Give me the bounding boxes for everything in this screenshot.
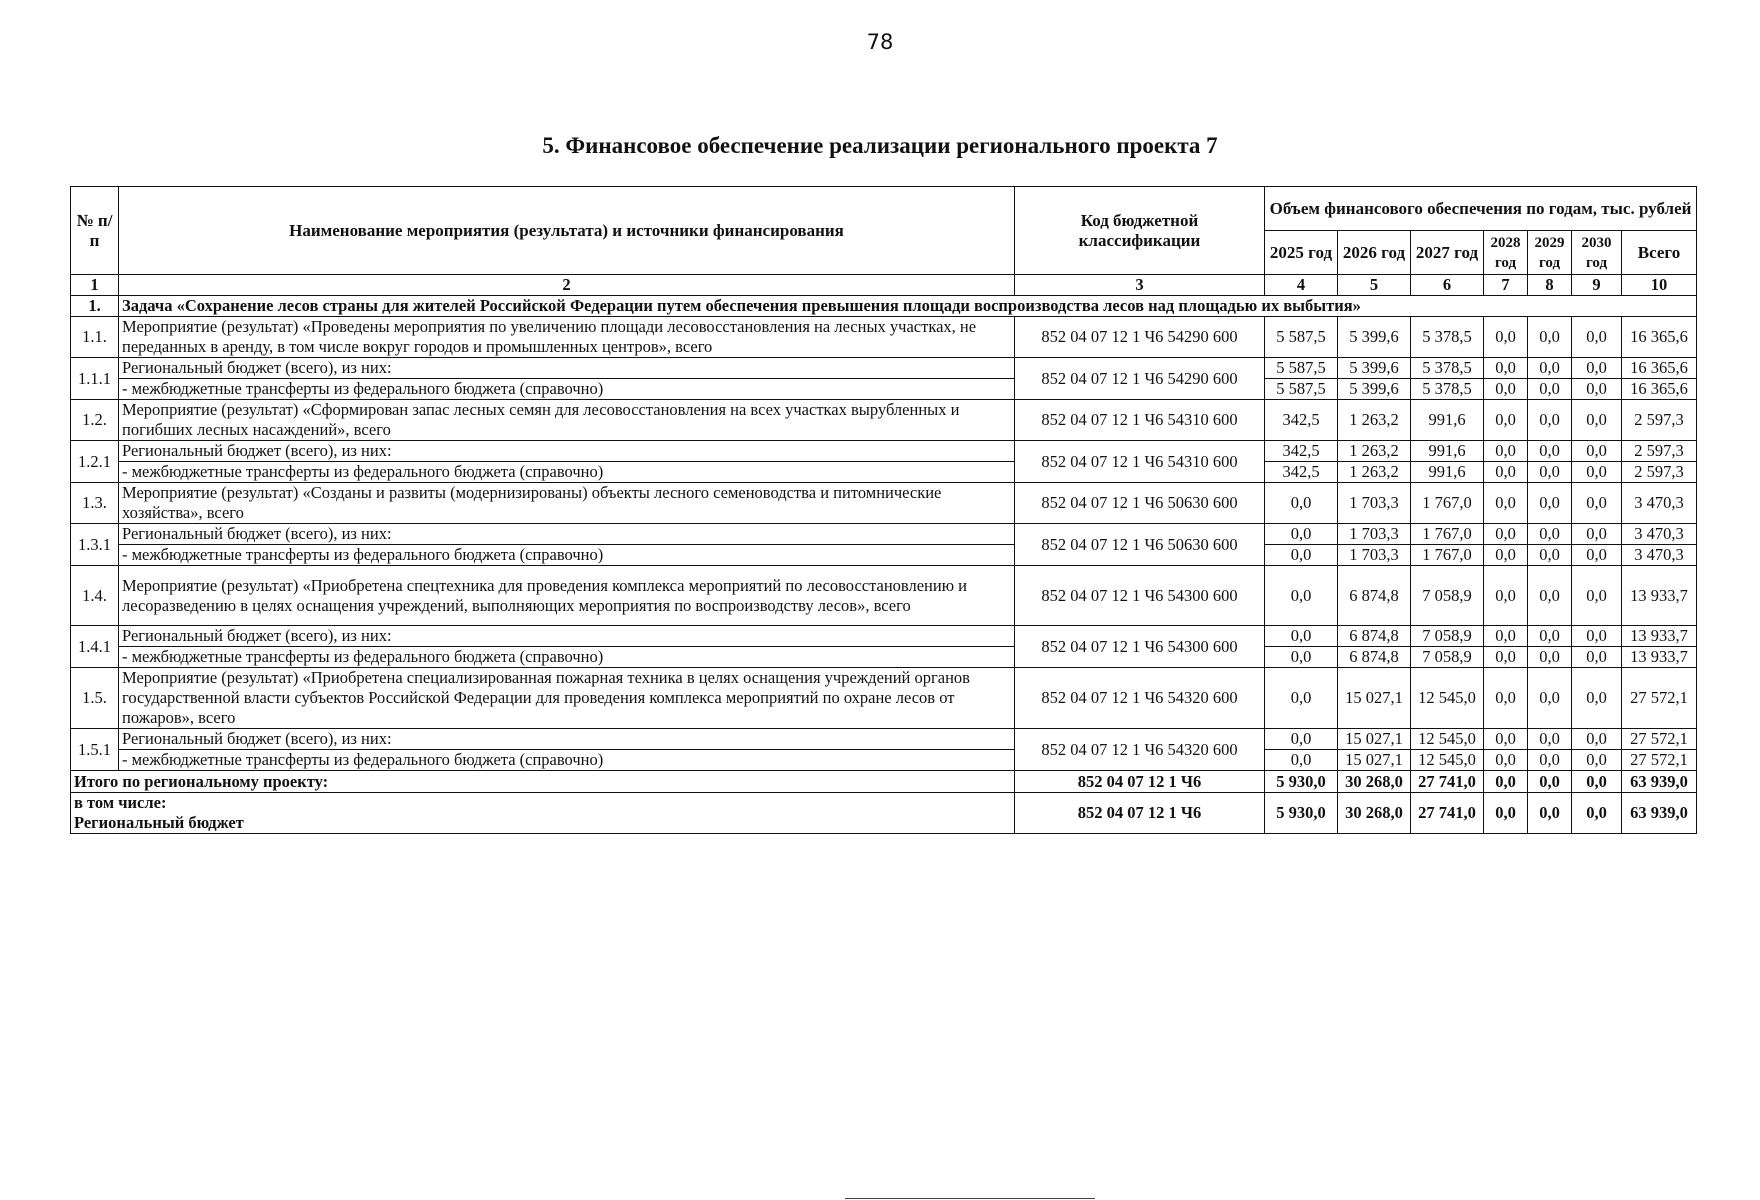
year-value: 0,0 xyxy=(1572,358,1622,379)
budget-code: 852 04 07 12 1 Ч6 54310 600 xyxy=(1015,400,1265,441)
total-year-value: 0,0 xyxy=(1572,771,1622,793)
source-name: Региональный бюджет (всего), из них: xyxy=(119,441,1015,462)
year-value: 0,0 xyxy=(1572,441,1622,462)
year-value: 5 378,5 xyxy=(1411,358,1484,379)
activity-name: Мероприятие (результат) «Проведены мероприятия по увеличению площади лесовосстановления на лесных участках, не переданных в аренду, в том числе вокруг городов и промышленных центров», всего xyxy=(119,317,1015,358)
source-name: Региональный бюджет (всего), из них: xyxy=(119,358,1015,379)
transfer-row xyxy=(71,462,1697,483)
year-value: 0,0 xyxy=(1528,626,1572,647)
year-value: 0,0 xyxy=(1528,441,1572,462)
column-number: 5 xyxy=(1338,275,1411,296)
year-value: 1 263,2 xyxy=(1338,400,1411,441)
column-number: 6 xyxy=(1411,275,1484,296)
activity-row xyxy=(71,400,1697,441)
year-value: 1 263,2 xyxy=(1338,441,1411,462)
year-value: 0,0 xyxy=(1484,400,1528,441)
year-value: 15 027,1 xyxy=(1338,668,1411,729)
year-value: 1 263,2 xyxy=(1338,462,1411,483)
budget-code: 852 04 07 12 1 Ч6 54290 600 xyxy=(1015,317,1265,358)
year-value: 991,6 xyxy=(1411,462,1484,483)
year-value: 0,0 xyxy=(1572,379,1622,400)
transfer-row xyxy=(71,545,1697,566)
year-value: 6 874,8 xyxy=(1338,566,1411,626)
total-year-value: 0,0 xyxy=(1528,771,1572,793)
year-value: 0,0 xyxy=(1484,441,1528,462)
column-number: 7 xyxy=(1484,275,1528,296)
activity-name: Мероприятие (результат) «Приобретена специализированная пожарная техника в целях оснащения учреждений органов государственной власти субъектов Российской Федерации для проведения комплекса мероприятий по охране лесов от пожаров», всего xyxy=(119,668,1015,729)
activity-row xyxy=(71,483,1697,524)
incl-code: 852 04 07 12 1 Ч6 xyxy=(1015,793,1265,834)
total-value: 2 597,3 xyxy=(1622,462,1697,483)
header-volume: Объем финансового обеспечения по годам, тыс. рублей xyxy=(1265,187,1697,231)
task-row xyxy=(71,296,1697,317)
year-value: 0,0 xyxy=(1528,750,1572,771)
total-value: 13 933,7 xyxy=(1622,647,1697,668)
year-value: 0,0 xyxy=(1572,668,1622,729)
task-number: 1. xyxy=(71,296,119,317)
year-value: 0,0 xyxy=(1484,379,1528,400)
year-value: 5 399,6 xyxy=(1338,317,1411,358)
year-value: 0,0 xyxy=(1265,750,1338,771)
year-value: 342,5 xyxy=(1265,441,1338,462)
year-value: 0,0 xyxy=(1528,524,1572,545)
year-value: 0,0 xyxy=(1528,462,1572,483)
total-value: 13 933,7 xyxy=(1622,626,1697,647)
source-name: Региональный бюджет (всего), из них: xyxy=(119,626,1015,647)
year-value: 0,0 xyxy=(1572,626,1622,647)
budget-row xyxy=(71,626,1697,647)
total-year-value: 5 930,0 xyxy=(1265,771,1338,793)
year-value: 0,0 xyxy=(1572,483,1622,524)
financing-table xyxy=(70,186,1697,834)
total-value: 16 365,6 xyxy=(1622,358,1697,379)
total-value: 27 572,1 xyxy=(1622,729,1697,750)
year-value: 0,0 xyxy=(1528,647,1572,668)
row-number: 1.1. xyxy=(71,317,119,358)
activity-name: Мероприятие (результат) «Сформирован запас лесных семян для лесовосстановления на всех участках вырубленных и погибших лесных насаждений», всего xyxy=(119,400,1015,441)
total-year-value: 27 741,0 xyxy=(1411,771,1484,793)
header-year: 2029 год xyxy=(1528,231,1572,275)
year-value: 0,0 xyxy=(1572,317,1622,358)
total-value: 27 572,1 xyxy=(1622,750,1697,771)
budget-row xyxy=(71,729,1697,750)
activity-name: Мероприятие (результат) «Созданы и развиты (модернизированы) объекты лесного семеноводства и питомнические хозяйства», всего xyxy=(119,483,1015,524)
year-value: 991,6 xyxy=(1411,441,1484,462)
year-value: 0,0 xyxy=(1572,524,1622,545)
header-year: 2026 год xyxy=(1338,231,1411,275)
incl-year-value: 0,0 xyxy=(1528,793,1572,834)
budget-code: 852 04 07 12 1 Ч6 54290 600 xyxy=(1015,358,1265,400)
year-value: 5 587,5 xyxy=(1265,358,1338,379)
year-value: 0,0 xyxy=(1265,626,1338,647)
year-value: 342,5 xyxy=(1265,462,1338,483)
year-value: 1 767,0 xyxy=(1411,524,1484,545)
year-value: 6 874,8 xyxy=(1338,626,1411,647)
transfer-row xyxy=(71,647,1697,668)
budget-code: 852 04 07 12 1 Ч6 50630 600 xyxy=(1015,483,1265,524)
transfer-name: - межбюджетные трансферты из федерального бюджета (справочно) xyxy=(119,545,1015,566)
task-text: Задача «Сохранение лесов страны для жителей Российской Федерации путем обеспечения превышения площади воспроизводства лесов над площадью их выбытия» xyxy=(119,296,1697,317)
year-value: 1 703,3 xyxy=(1338,545,1411,566)
column-number: 1 xyxy=(71,275,119,296)
budget-code: 852 04 07 12 1 Ч6 54320 600 xyxy=(1015,668,1265,729)
column-number: 4 xyxy=(1265,275,1338,296)
incl-year-value: 0,0 xyxy=(1572,793,1622,834)
year-value: 0,0 xyxy=(1484,545,1528,566)
year-value: 0,0 xyxy=(1265,729,1338,750)
year-value: 0,0 xyxy=(1265,524,1338,545)
year-value: 0,0 xyxy=(1528,400,1572,441)
column-number: 8 xyxy=(1528,275,1572,296)
incl-year-value: 30 268,0 xyxy=(1338,793,1411,834)
row-number: 1.2.1 xyxy=(71,441,119,483)
budget-code: 852 04 07 12 1 Ч6 50630 600 xyxy=(1015,524,1265,566)
source-name: Региональный бюджет (всего), из них: xyxy=(119,524,1015,545)
year-value: 0,0 xyxy=(1484,358,1528,379)
year-value: 0,0 xyxy=(1484,750,1528,771)
year-value: 1 703,3 xyxy=(1338,524,1411,545)
column-number: 10 xyxy=(1622,275,1697,296)
header-code: Код бюджетной классификации xyxy=(1015,187,1265,275)
activity-row xyxy=(71,668,1697,729)
activity-name: Мероприятие (результат) «Приобретена спецтехника для проведения комплекса мероприятий по лесовосстановлению и лесоразведению в целях оснащения учреждений, выполняющих мероприятия по воспроизводству лесов», всего xyxy=(119,566,1015,626)
incl-label-line2: Региональный бюджет xyxy=(74,813,244,832)
total-row xyxy=(71,771,1697,793)
transfer-name: - межбюджетные трансферты из федерального бюджета (справочно) xyxy=(119,379,1015,400)
total-value: 16 365,6 xyxy=(1622,317,1697,358)
year-value: 0,0 xyxy=(1484,647,1528,668)
section-title: 5. Финансовое обеспечение реализации регионального проекта 7 xyxy=(542,133,1218,158)
incl-label xyxy=(71,793,1015,834)
row-number: 1.5. xyxy=(71,668,119,729)
year-value: 0,0 xyxy=(1528,545,1572,566)
column-number: 3 xyxy=(1015,275,1265,296)
transfer-name: - межбюджетные трансферты из федерального бюджета (справочно) xyxy=(119,647,1015,668)
year-value: 991,6 xyxy=(1411,400,1484,441)
transfer-name: - межбюджетные трансферты из федерального бюджета (справочно) xyxy=(119,750,1015,771)
budget-row xyxy=(71,441,1697,462)
row-number: 1.3. xyxy=(71,483,119,524)
year-value: 7 058,9 xyxy=(1411,647,1484,668)
year-value: 0,0 xyxy=(1572,647,1622,668)
row-number: 1.1.1 xyxy=(71,358,119,400)
year-value: 0,0 xyxy=(1572,400,1622,441)
total-value: 3 470,3 xyxy=(1622,483,1697,524)
year-value: 342,5 xyxy=(1265,400,1338,441)
year-value: 12 545,0 xyxy=(1411,750,1484,771)
row-number: 1.5.1 xyxy=(71,729,119,771)
year-value: 12 545,0 xyxy=(1411,729,1484,750)
year-value: 5 399,6 xyxy=(1338,379,1411,400)
total-label: Итого по региональному проекту: xyxy=(71,771,1015,793)
year-value: 0,0 xyxy=(1572,566,1622,626)
total-code: 852 04 07 12 1 Ч6 xyxy=(1015,771,1265,793)
year-value: 15 027,1 xyxy=(1338,750,1411,771)
year-value: 0,0 xyxy=(1484,483,1528,524)
year-value: 15 027,1 xyxy=(1338,729,1411,750)
incl-label-line1: в том числе: xyxy=(74,793,167,812)
budget-code: 852 04 07 12 1 Ч6 54300 600 xyxy=(1015,566,1265,626)
header-year: 2027 год xyxy=(1411,231,1484,275)
footer-line xyxy=(845,1198,1095,1199)
header-year: 2028 год xyxy=(1484,231,1528,275)
total-year-value: 63 939,0 xyxy=(1622,771,1697,793)
budget-code: 852 04 07 12 1 Ч6 54310 600 xyxy=(1015,441,1265,483)
transfer-name: - межбюджетные трансферты из федерального бюджета (справочно) xyxy=(119,462,1015,483)
page-number: 78 xyxy=(866,30,894,54)
year-value: 0,0 xyxy=(1484,668,1528,729)
year-value: 0,0 xyxy=(1484,626,1528,647)
total-value: 3 470,3 xyxy=(1622,524,1697,545)
year-value: 0,0 xyxy=(1572,729,1622,750)
header-total: Всего xyxy=(1622,231,1697,275)
year-value: 1 767,0 xyxy=(1411,545,1484,566)
year-value: 0,0 xyxy=(1572,545,1622,566)
source-name: Региональный бюджет (всего), из них: xyxy=(119,729,1015,750)
incl-year-value: 63 939,0 xyxy=(1622,793,1697,834)
activity-row xyxy=(71,566,1697,626)
total-value: 13 933,7 xyxy=(1622,566,1697,626)
year-value: 0,0 xyxy=(1484,462,1528,483)
incl-year-value: 5 930,0 xyxy=(1265,793,1338,834)
year-value: 0,0 xyxy=(1484,729,1528,750)
incl-year-value: 27 741,0 xyxy=(1411,793,1484,834)
header-year: 2030 год xyxy=(1572,231,1622,275)
activity-row xyxy=(71,317,1697,358)
total-value: 27 572,1 xyxy=(1622,668,1697,729)
year-value: 0,0 xyxy=(1572,750,1622,771)
total-value: 2 597,3 xyxy=(1622,441,1697,462)
budget-row xyxy=(71,358,1697,379)
year-value: 0,0 xyxy=(1265,545,1338,566)
row-number: 1.4. xyxy=(71,566,119,626)
year-value: 0,0 xyxy=(1572,462,1622,483)
row-number: 1.3.1 xyxy=(71,524,119,566)
year-value: 5 587,5 xyxy=(1265,317,1338,358)
year-value: 0,0 xyxy=(1265,566,1338,626)
year-value: 5 378,5 xyxy=(1411,317,1484,358)
year-value: 12 545,0 xyxy=(1411,668,1484,729)
year-value: 5 399,6 xyxy=(1338,358,1411,379)
column-numbers-row xyxy=(71,275,1697,296)
row-number: 1.4.1 xyxy=(71,626,119,668)
year-value: 0,0 xyxy=(1528,566,1572,626)
year-value: 0,0 xyxy=(1528,668,1572,729)
year-value: 0,0 xyxy=(1528,358,1572,379)
total-year-value: 30 268,0 xyxy=(1338,771,1411,793)
year-value: 0,0 xyxy=(1528,483,1572,524)
year-value: 5 587,5 xyxy=(1265,379,1338,400)
year-value: 7 058,9 xyxy=(1411,566,1484,626)
column-number: 9 xyxy=(1572,275,1622,296)
row-number: 1.2. xyxy=(71,400,119,441)
year-value: 0,0 xyxy=(1484,524,1528,545)
total-value: 2 597,3 xyxy=(1622,400,1697,441)
budget-code: 852 04 07 12 1 Ч6 54300 600 xyxy=(1015,626,1265,668)
year-value: 0,0 xyxy=(1484,566,1528,626)
year-value: 0,0 xyxy=(1265,647,1338,668)
year-value: 7 058,9 xyxy=(1411,626,1484,647)
year-value: 0,0 xyxy=(1528,379,1572,400)
total-year-value: 0,0 xyxy=(1484,771,1528,793)
column-number: 2 xyxy=(119,275,1015,296)
header-name: Наименование мероприятия (результата) и источники финансирования xyxy=(119,187,1015,275)
year-value: 1 767,0 xyxy=(1411,483,1484,524)
year-value: 0,0 xyxy=(1528,317,1572,358)
incl-year-value: 0,0 xyxy=(1484,793,1528,834)
year-value: 0,0 xyxy=(1528,729,1572,750)
transfer-row xyxy=(71,750,1697,771)
transfer-row xyxy=(71,379,1697,400)
budget-code: 852 04 07 12 1 Ч6 54320 600 xyxy=(1015,729,1265,771)
budget-row xyxy=(71,524,1697,545)
total-value: 3 470,3 xyxy=(1622,545,1697,566)
year-value: 0,0 xyxy=(1265,668,1338,729)
year-value: 0,0 xyxy=(1265,483,1338,524)
regional-budget-row xyxy=(71,793,1697,834)
year-value: 1 703,3 xyxy=(1338,483,1411,524)
year-value: 6 874,8 xyxy=(1338,647,1411,668)
year-value: 0,0 xyxy=(1484,317,1528,358)
total-value: 16 365,6 xyxy=(1622,379,1697,400)
header-no: № п/п xyxy=(71,187,119,275)
header-year: 2025 год xyxy=(1265,231,1338,275)
year-value: 5 378,5 xyxy=(1411,379,1484,400)
